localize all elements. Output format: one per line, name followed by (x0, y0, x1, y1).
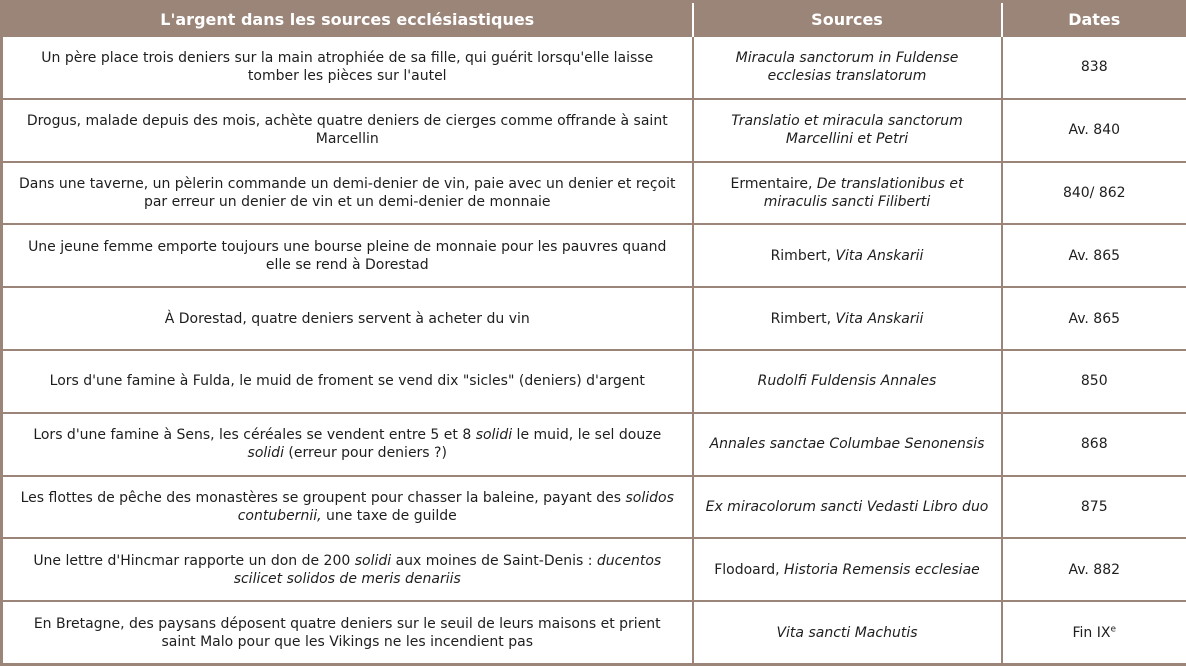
source-cell (693, 36, 1002, 99)
text-segment: (erreur pour deniers ?) (283, 445, 447, 462)
text-segment: Vita Anskarii (835, 310, 924, 327)
text-segment: ducentos scilicet solidos de meris denariis (233, 552, 662, 587)
text-segment: Rudolfi Fuldensis Annales (757, 373, 937, 390)
table-row (2, 162, 1186, 225)
text-segment: Lors d'une famine à Sens, les céréales se vendent entre 5 et 8 (33, 427, 476, 444)
header-row (2, 2, 1186, 37)
table-row (2, 36, 1186, 99)
source-cell (693, 224, 1002, 287)
source-cell (693, 287, 1002, 350)
date-cell (1002, 601, 1186, 664)
date-cell (1002, 99, 1186, 162)
table-row (2, 287, 1186, 350)
date-cell (1002, 162, 1186, 225)
date-cell (1002, 287, 1186, 350)
text-segment: solidos contubernii, (237, 489, 674, 524)
text-segment: Historia Remensis ecclesiae (784, 561, 980, 578)
header-date: Dates (1002, 2, 1186, 37)
source-cell (693, 99, 1002, 162)
event-cell (2, 476, 693, 539)
text-segment: solidi (247, 445, 284, 462)
table-row (2, 413, 1186, 476)
text-segment: Ex miracolorum sancti Vedasti Libro duo (705, 498, 989, 515)
date-text: 875 (1080, 498, 1108, 515)
text-segment: une taxe de guilde (321, 507, 457, 524)
source-cell (693, 601, 1002, 664)
text-segment: Un père place trois deniers sur la main atrophiée de sa fille, qui guérit lorsqu'elle laisse tomber les pièces sur l'autel (41, 50, 654, 85)
event-cell (2, 224, 693, 287)
table-row (2, 476, 1186, 539)
source-cell (693, 162, 1002, 225)
date-text: Av. 882 (1068, 561, 1121, 578)
text-segment: le muid, le sel douze (512, 427, 662, 444)
text-segment: Les flottes de pêche des monastères se groupent pour chasser la baleine, payant des (20, 489, 626, 506)
event-cell (2, 413, 693, 476)
table-row (2, 538, 1186, 601)
text-segment: Translatio et miracula sanctorum Marcellini et Petri (731, 113, 963, 148)
source-cell (693, 538, 1002, 601)
date-text: 850 (1080, 373, 1108, 390)
source-cell (693, 350, 1002, 413)
text-segment: Miracula sanctorum in Fuldense ecclesias translatorum (735, 50, 959, 85)
date-cell (1002, 36, 1186, 99)
date-text: 868 (1080, 436, 1108, 453)
event-cell (2, 350, 693, 413)
text-segment: En Bretagne, des paysans déposent quatre deniers sur le seuil de leurs maisons et prient saint Malo pour que les Vikings ne les incendient pas (33, 615, 661, 650)
source-cell (693, 413, 1002, 476)
date-superscript: e (1110, 623, 1116, 634)
text-segment: Drogus, malade depuis des mois, achète quatre deniers de cierges comme offrande à saint Marcellin (26, 113, 668, 148)
event-cell (2, 601, 693, 664)
table-row (2, 350, 1186, 413)
text-segment: Une jeune femme emporte toujours une bourse pleine de monnaie pour les pauvres quand elle se rend à Dorestad (28, 238, 667, 273)
event-cell (2, 99, 693, 162)
date-cell (1002, 350, 1186, 413)
text-segment: aux moines de Saint-Denis : (391, 552, 597, 569)
date-cell (1002, 538, 1186, 601)
text-segment: solidi (354, 552, 392, 569)
event-cell (2, 538, 693, 601)
text-segment: Flodoard, (714, 561, 785, 578)
event-cell (2, 162, 693, 225)
date-text: Av. 865 (1068, 310, 1121, 327)
header-source: Sources (693, 2, 1002, 37)
date-text: Fin IX (1072, 624, 1111, 641)
event-cell (2, 287, 693, 350)
date-text: 838 (1080, 59, 1108, 76)
date-cell (1002, 476, 1186, 539)
text-segment: Dans une taverne, un pèlerin commande un demi-denier de vin, paie avec un denier et reçoit par erreur un denier de vin et un demi-denier de monnaie (18, 175, 676, 210)
event-cell (2, 36, 693, 99)
text-segment: Annales sanctae Columbae Senonensis (709, 436, 985, 453)
table-row (2, 99, 1186, 162)
date-text: 840/ 862 (1062, 184, 1126, 201)
text-segment: Vita sancti Machutis (776, 624, 918, 641)
date-cell (1002, 413, 1186, 476)
date-cell (1002, 224, 1186, 287)
text-segment: Une lettre d'Hincmar rapporte un don de 200 (33, 552, 355, 569)
text-segment: Rimbert, (770, 247, 836, 264)
text-segment: Lors d'une famine à Fulda, le muid de froment se vend dix "sicles" (deniers) d'argent (49, 373, 645, 390)
date-text: Av. 865 (1068, 247, 1121, 264)
date-text: Av. 840 (1068, 122, 1121, 139)
table-row (2, 601, 1186, 664)
header-event: L'argent dans les sources ecclésiastiques (2, 2, 693, 37)
text-segment: De translationibus et miraculis sancti Filiberti (763, 175, 964, 210)
table-row (2, 224, 1186, 287)
source-cell (693, 476, 1002, 539)
text-segment: À Dorestad, quatre deniers servent à acheter du vin (164, 310, 530, 327)
text-segment: Vita Anskarii (835, 247, 924, 264)
table-body (2, 36, 1186, 665)
text-segment: Ermentaire, (730, 175, 817, 192)
text-segment: Rimbert, (770, 310, 836, 327)
text-segment: solidi (475, 427, 513, 444)
